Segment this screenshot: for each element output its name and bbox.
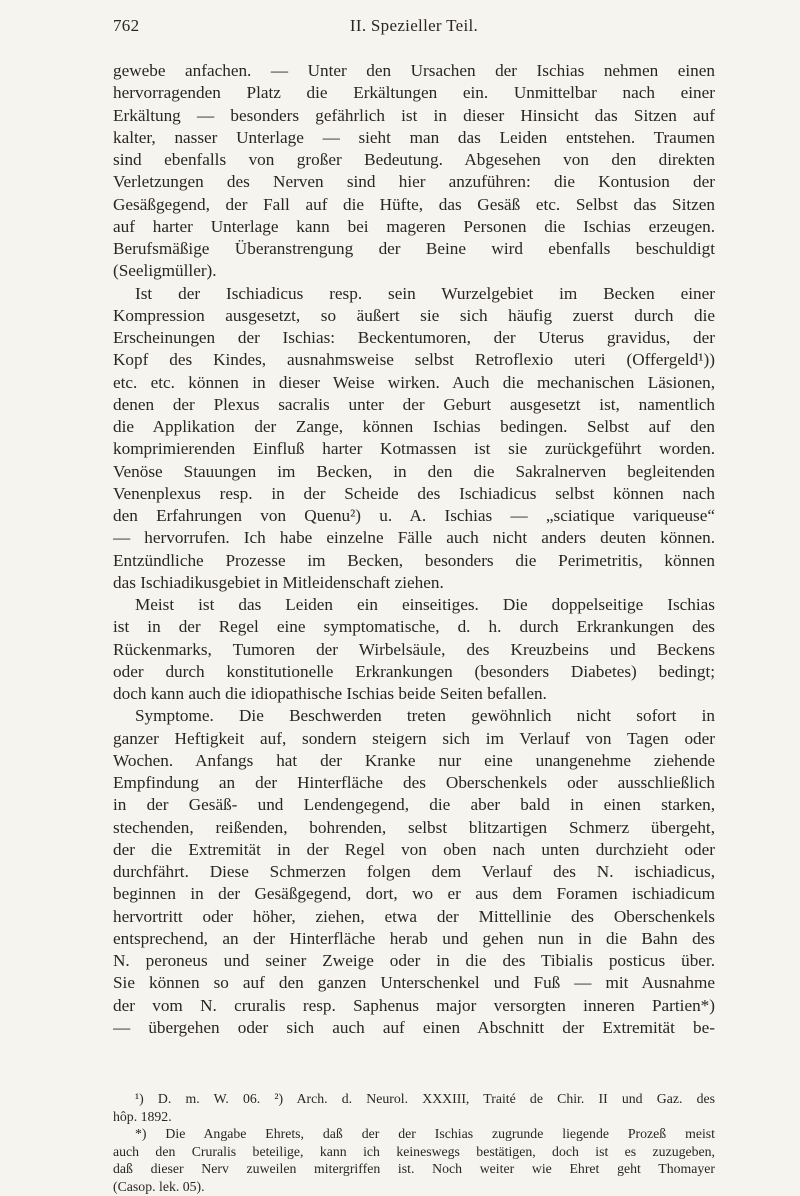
- text-line: Sie können so auf den ganzen Unterschenkel und Fuß — mit Ausnahme: [113, 973, 715, 993]
- text-line: hervortritt oder höher, ziehen, etwa der Mittellinie des Oberschenkels: [113, 906, 715, 926]
- text-line: auf harter Unterlage kann bei mageren Personen die Ischias erzeugen.: [113, 216, 715, 236]
- running-head: II. Spezieller Teil.: [349, 16, 479, 35]
- text-line: — übergehen oder sich auch auf einen Abschnitt der Extremität be-: [113, 1017, 715, 1037]
- text-line: in der Gesäß- und Lendengegend, die aber bald in einen starken,: [113, 795, 715, 815]
- text-line: Erscheinungen der Ischias: Beckentumoren, der Uterus gravidus, der: [113, 328, 715, 347]
- text-line: entsprechend, an der Hinterfläche herab und gehen nun in die Bahn des: [113, 928, 715, 948]
- text-line: Symptome. Die Beschwerden treten gewöhnlich nicht sofort in: [135, 706, 715, 726]
- footnote-line: ¹) D. m. W. 06. ²) Arch. d. Neurol. XXXIII, Traité de Chir. II und Gaz. des: [135, 1091, 715, 1106]
- text-line: denen der Plexus sacralis unter der Geburt ausgesetzt ist, namentlich: [113, 394, 715, 414]
- text-line: Meist ist das Leiden ein einseitiges. Die doppelseitige Ischias: [135, 595, 715, 614]
- text-line: Kompression ausgesetzt, so äußert sie sich häufig zuerst durch die: [113, 305, 715, 325]
- text-line: der vom N. cruralis resp. Saphenus major versorgten inneren Partien*): [113, 995, 715, 1015]
- text-line: doch kann auch die idiopathische Ischias beide Seiten befallen.: [113, 684, 547, 703]
- text-line: kalter, nasser Unterlage — sieht man das Leiden entstehen. Traumen: [113, 127, 715, 147]
- text-line: Venöse Stauungen im Becken, in den die Sakralnerven begleitenden: [113, 461, 715, 481]
- text-line: der die Extremität in der Regel von oben nach unten durchzieht oder: [113, 839, 715, 859]
- footnotes: [113, 1090, 715, 1196]
- page-header: [113, 16, 715, 44]
- text-line: Kopf des Kindes, ausnahmsweise selbst Retroflexio uteri (Offergeld¹)): [113, 350, 715, 370]
- text-line: den Erfahrungen von Quenu²) u. A. Ischias — „sciatique variqueuse“: [113, 506, 715, 525]
- page-number: 762: [113, 16, 140, 35]
- text-line: Rückenmarks, Tumoren der Wirbelsäule, des Kreuzbeins und Beckens: [113, 639, 715, 659]
- text-line: Venenplexus resp. in der Scheide des Ischiadicus selbst können nach: [113, 483, 715, 503]
- text-line: gewebe anfachen. — Unter den Ursachen der Ischias nehmen einen: [113, 61, 715, 80]
- footnote-line: daß dieser Nerv zuweilen mitergriffen ist. Noch weiter wie Ehret geht Thomayer: [113, 1161, 715, 1177]
- text-line: Ist der Ischiadicus resp. sein Wurzelgebiet im Becken einer: [135, 283, 715, 303]
- footnote-line: *) Die Angabe Ehrets, daß der der Ischias zugrunde liegende Prozeß meist: [135, 1126, 715, 1142]
- text-line: (Seeligmüller).: [113, 261, 217, 281]
- text-line: stechenden, reißenden, bohrenden, selbst blitzartigen Schmerz übergeht,: [113, 817, 715, 837]
- text-line: etc. etc. können in dieser Weise wirken. Auch die mechanischen Läsionen,: [113, 372, 715, 392]
- text-line: die Applikation der Zange, können Ischias bedingen. Selbst auf den: [113, 417, 715, 436]
- text-line: Wochen. Anfangs hat der Kranke nur eine unangenehme ziehende: [113, 750, 715, 770]
- body-text: [113, 60, 715, 1039]
- text-line: — hervorrufen. Ich habe einzelne Fälle auch nicht anders deuten können.: [113, 528, 715, 548]
- footnote-line: hôp. 1892.: [113, 1108, 172, 1124]
- text-line: das Ischiadikusgebiet in Mitleidenschaft ziehen.: [113, 572, 444, 592]
- text-line: Entzündliche Prozesse im Becken, besonders die Perimetritis, können: [113, 550, 715, 570]
- text-line: oder durch konstitutionelle Erkrankungen (besonders Diabetes) bedingt;: [113, 661, 715, 681]
- text-line: ganzer Heftigkeit auf, sondern steigern sich im Verlauf von Tagen oder: [113, 728, 715, 748]
- text-line: ist in der Regel eine symptomatische, d. h. durch Erkrankungen des: [113, 617, 715, 637]
- text-line: Berufsmäßige Überanstrengung der Beine wird ebenfalls beschuldigt: [113, 239, 715, 258]
- text-line: Gesäßgegend, der Fall auf die Hüfte, das Gesäß etc. Selbst das Sitzen: [113, 194, 715, 214]
- text-line: sind ebenfalls von großer Bedeutung. Abgesehen von den direkten: [113, 150, 715, 169]
- text-line: hervorragenden Platz die Erkältungen ein. Unmittelbar nach einer: [113, 83, 715, 103]
- text-line: Erkältung — besonders gefährlich ist in dieser Hinsicht das Sitzen auf: [113, 105, 715, 125]
- text-line: durchfährt. Diese Schmerzen folgen dem Verlauf des N. ischiadicus,: [113, 862, 715, 881]
- text-line: Empfindung an der Hinterfläche des Oberschenkels oder ausschließlich: [113, 773, 715, 792]
- text-line: beginnen in der Gesäßgegend, dort, wo er aus dem Foramen ischiadicum: [113, 884, 715, 904]
- footnote-line: (Casop. lek. 05).: [113, 1178, 205, 1194]
- text-line: N. peroneus und seiner Zweige oder in die des Tibialis posticus über.: [113, 951, 715, 970]
- footnote-line: auch den Cruralis beteilige, kann ich keineswegs bestätigen, doch ist es zuzugeben,: [113, 1143, 715, 1159]
- text-line: komprimierenden Einfluß harter Kotmassen ist sie zurückgeführt worden.: [113, 439, 715, 459]
- text-line: Verletzungen des Nerven sind hier anzuführen: die Kontusion der: [113, 172, 715, 192]
